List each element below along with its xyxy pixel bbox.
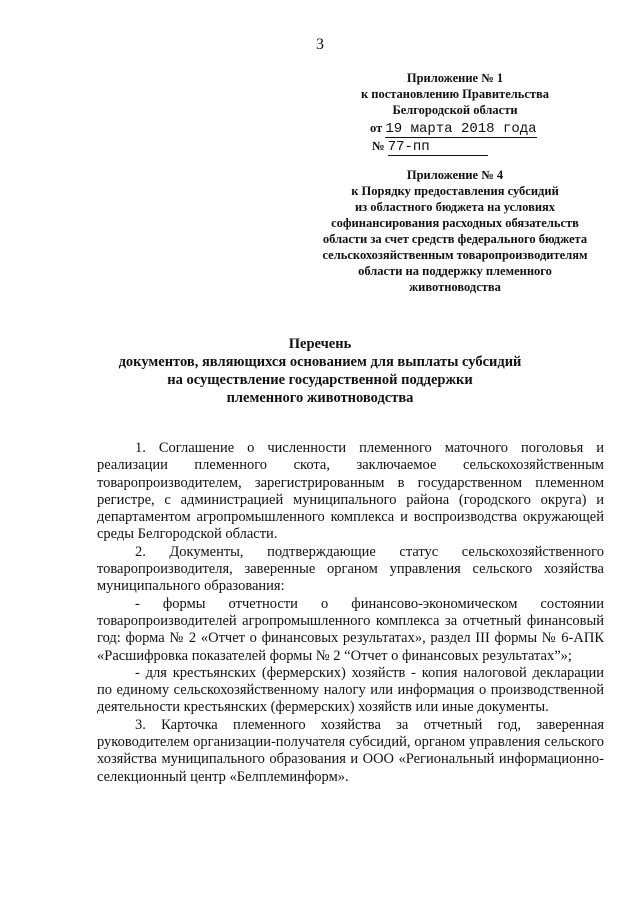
appendix-1-date-line — [300, 120, 610, 138]
appendix-4-line-6: сельскохозяйственным товаропроизводителям — [322, 248, 588, 262]
paragraph-2: 2. Документы, подтверждающие статус сельскохозяйственного товаропроизводителя, заверенные органом управления сельского хозяйства муниципального образования: — [97, 543, 604, 595]
appendix-4-line-3: из областного бюджета на условиях — [354, 200, 556, 214]
appendix-1-region: Белгородской области — [392, 103, 518, 117]
paragraph-2-item-2: - для крестьянских (фермерских) хозяйств - копия налоговой декларации по единому сельскохозяйственному налогу или информация о производственной деятельности крестьянских (фермерских) хозяйств или иные документы. — [97, 664, 604, 716]
appendix-1-header — [300, 70, 610, 156]
title-line-3: на осуществление государственной поддержки — [167, 372, 473, 388]
appendix-1-resolution: к постановлению Правительства — [360, 87, 550, 101]
paragraph-1: 1. Соглашение о численности племенного маточного поголовья и реализации племенного скота, заключаемое сельскохозяйственным товаропроизводителем, зарегистрированным в государственном племенном регистре, с администрацией муниципального района (городского округа) и департаментом агропромышленного комплекса и воспроизводства окружающей среды Белгородской области. — [97, 440, 604, 543]
resolution-date: 19 марта 2018 года — [385, 121, 537, 137]
document-title — [96, 335, 544, 407]
resolution-number: 77-пп — [388, 139, 488, 156]
paragraph-3: 3. Карточка племенного хозяйства за отчетный год, заверенная руководителем организации-получателя субсидий, органом управления сельского хозяйства муниципального образования и ООО «Региональный информационно-селекционный центр «Белплеминформ». — [97, 716, 604, 785]
appendix-4-title: Приложение № 4 — [406, 168, 504, 182]
title-line-2: документов, являющихся основанием для выплаты субсидий — [118, 354, 522, 370]
title-line-4: племенного животноводства — [226, 390, 414, 406]
appendix-4-line-7: области на поддержку племенного — [358, 264, 552, 278]
appendix-1-title: Приложение № 1 — [406, 71, 504, 85]
appendix-4-line-4: софинансирования расходных обязательств — [331, 216, 579, 230]
page-number: 3 — [316, 36, 324, 53]
appendix-4-line-5: области за счет средств федерального бюджета — [322, 232, 588, 246]
appendix-1-number-line — [300, 138, 610, 156]
appendix-4-header — [300, 167, 610, 295]
number-prefix: № — [372, 139, 385, 153]
appendix-4-line-8: животноводства — [409, 280, 501, 294]
document-body — [97, 440, 604, 786]
date-prefix: от — [370, 121, 383, 135]
appendix-4-line-2: к Порядку предоставления субсидий — [351, 184, 559, 198]
paragraph-2-item-1: - формы отчетности о финансово-экономическом состоянии товаропроизводителей агропромышленного комплекса за отчетный финансовый год: форма № 2 «Отчет о финансовых результатах», раздел III формы № 6-АПК «Расшифровка показателей формы № 2 “Отчет о финансовых результатах”»; — [97, 595, 604, 664]
title-line-1: Перечень — [288, 336, 352, 352]
